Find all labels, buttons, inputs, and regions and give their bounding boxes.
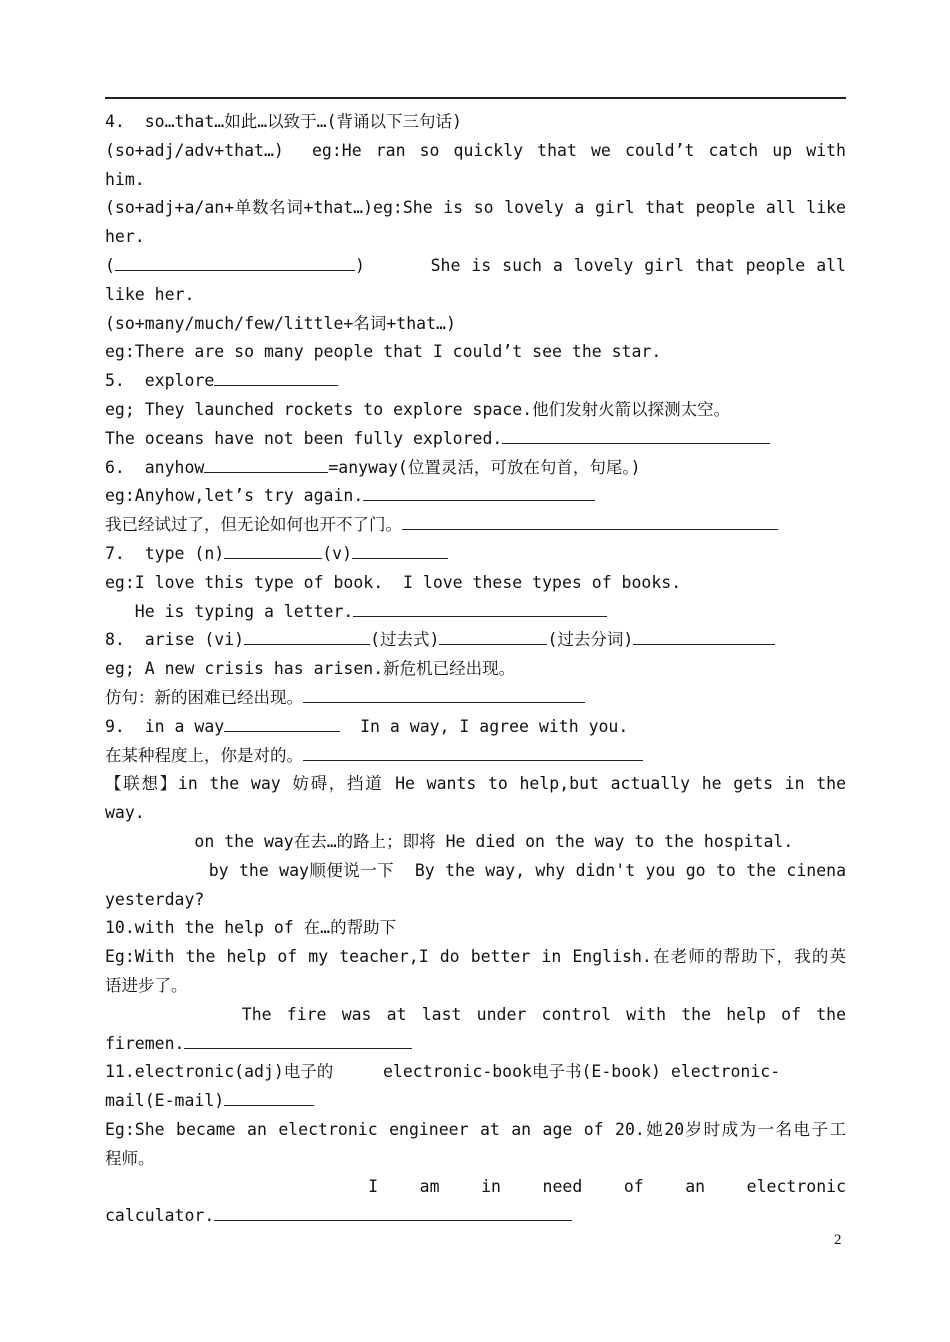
text-line xyxy=(105,223,846,252)
line-text: 仿句：新的困难已经出现。 xyxy=(105,687,303,707)
answer-blank[interactable] xyxy=(224,1088,314,1106)
line-text: 11.electronic(adj)电子的 electronic-book电子书(E-book) electronic- xyxy=(105,1062,781,1082)
line-text: him. xyxy=(105,169,145,189)
text-line xyxy=(105,367,846,396)
header-rule xyxy=(105,97,846,99)
line-text: 5. explore xyxy=(105,371,215,391)
line-text: 【联想】in the way 妨碍，挡道 He wants to help,but actually he gets in the xyxy=(105,774,846,794)
line-text: her. xyxy=(105,227,145,247)
text-line xyxy=(105,396,846,425)
answer-blank[interactable] xyxy=(214,1203,572,1221)
answer-blank[interactable] xyxy=(353,599,607,617)
answer-blank[interactable] xyxy=(402,512,778,530)
text-line xyxy=(105,137,846,166)
line-text: (过去式) xyxy=(370,630,440,650)
text-line xyxy=(105,598,846,627)
line-text: 4. so…that…如此…以致于…(背诵以下三句话) xyxy=(105,112,462,131)
text-line xyxy=(105,425,846,454)
text-line xyxy=(105,626,846,655)
line-text: (v) xyxy=(322,543,353,563)
line-text: on the way在去…的路上；即将 He died on the way to the hospital. xyxy=(105,831,794,851)
text-line xyxy=(105,194,846,223)
line-text: 在某种程度上，你是对的。 xyxy=(105,745,303,765)
line-text: 语进步了。 xyxy=(105,975,188,995)
text-line xyxy=(105,1202,846,1231)
text-line xyxy=(105,338,846,367)
answer-blank[interactable] xyxy=(352,541,448,559)
line-text: ( xyxy=(105,255,115,275)
text-line xyxy=(105,742,846,771)
line-text: mail(E-mail) xyxy=(105,1091,225,1111)
text-line xyxy=(105,252,846,281)
line-text: 我已经试过了，但无论如何也开不了门。 xyxy=(105,515,402,535)
line-text: (过去分词) xyxy=(547,630,634,650)
text-line xyxy=(105,166,846,195)
text-line xyxy=(105,482,846,511)
answer-blank[interactable] xyxy=(224,541,322,559)
line-text: 7. type (n) xyxy=(105,543,225,563)
line-text: In a way, I agree with you. xyxy=(340,716,629,736)
answer-blank[interactable] xyxy=(224,714,340,732)
line-text: 10.with the help of 在…的帮助下 xyxy=(105,918,397,938)
text-line xyxy=(105,1030,846,1059)
text-line xyxy=(105,1087,846,1116)
text-line xyxy=(105,828,846,857)
text-line xyxy=(105,281,846,310)
answer-blank[interactable] xyxy=(633,627,775,645)
line-text: Eg:She became an electronic engineer at an age of 20.她20岁时成为一名电子工 xyxy=(105,1119,846,1139)
text-line xyxy=(105,914,846,943)
answer-blank[interactable] xyxy=(303,743,643,761)
line-text: way. xyxy=(105,803,145,823)
text-line xyxy=(105,770,846,799)
worksheet-body xyxy=(105,108,846,1231)
text-line xyxy=(105,310,846,339)
answer-blank[interactable] xyxy=(214,368,338,386)
line-text: by the way顺便说一下 By the way, why didn't you go to the cinena xyxy=(105,860,846,880)
line-text: Eg:With the help of my teacher,I do better in English.在老师的帮助下，我的英 xyxy=(105,947,846,967)
text-line xyxy=(105,108,846,137)
text-line xyxy=(105,1116,846,1145)
text-line xyxy=(105,713,846,742)
line-text: eg:Anyhow,let’s try again. xyxy=(105,486,364,506)
line-text: The fire was at last under control with the help of the xyxy=(105,1004,846,1024)
line-text: yesterday? xyxy=(105,889,205,909)
answer-blank[interactable] xyxy=(439,627,547,645)
line-text: like her. xyxy=(105,284,195,304)
line-text: 6. anyhow xyxy=(105,457,205,477)
line-text: (so+adj+a/an+单数名词+that…)eg:She is so lovely a girl that people all like xyxy=(105,198,846,218)
text-line xyxy=(105,1173,846,1202)
text-line xyxy=(105,1145,846,1174)
text-line xyxy=(105,943,846,972)
text-line xyxy=(105,1001,846,1030)
answer-blank[interactable] xyxy=(244,627,370,645)
line-text: eg:There are so many people that I could’t see the star. xyxy=(105,342,662,362)
answer-blank[interactable] xyxy=(204,455,328,473)
text-line xyxy=(105,857,846,886)
line-text: (so+many/much/few/little+名词+that…) xyxy=(105,313,456,333)
line-text: The oceans have not been fully explored. xyxy=(105,428,503,448)
text-line xyxy=(105,569,846,598)
text-line xyxy=(105,684,846,713)
line-text: firemen. xyxy=(105,1033,185,1053)
line-text: eg:I love this type of book. I love these types of books. xyxy=(105,572,682,592)
line-text: eg; A new crisis has arisen.新危机已经出现。 xyxy=(105,659,516,679)
text-line xyxy=(105,655,846,684)
text-line xyxy=(105,886,846,915)
answer-blank[interactable] xyxy=(303,685,585,703)
line-text: I am in need of an electronic xyxy=(105,1177,846,1197)
page-number: 2 xyxy=(834,1232,842,1248)
text-line xyxy=(105,1058,846,1087)
answer-blank[interactable] xyxy=(184,1031,412,1049)
answer-blank[interactable] xyxy=(363,483,595,501)
line-text: 9. in a way xyxy=(105,716,225,736)
text-line xyxy=(105,972,846,1001)
line-text: He is typing a letter. xyxy=(105,601,354,621)
line-text: eg; They launched rockets to explore space.他们发射火箭以探测太空。 xyxy=(105,399,731,419)
text-line xyxy=(105,799,846,828)
line-text: 程师。 xyxy=(105,1148,155,1168)
answer-blank[interactable] xyxy=(502,426,770,444)
text-line xyxy=(105,511,846,540)
line-text: ) She is such a lovely girl that people all xyxy=(354,255,846,275)
answer-blank[interactable] xyxy=(115,253,355,271)
text-line xyxy=(105,540,846,569)
line-text: (so+adj/adv+that…) eg:He ran so quickly that we could’t catch up with xyxy=(105,140,846,160)
line-text: 8. arise (vi) xyxy=(105,630,245,650)
text-line xyxy=(105,454,846,483)
line-text: =anyway(位置灵活，可放在句首，句尾。) xyxy=(328,457,641,477)
line-text: calculator. xyxy=(105,1206,215,1226)
